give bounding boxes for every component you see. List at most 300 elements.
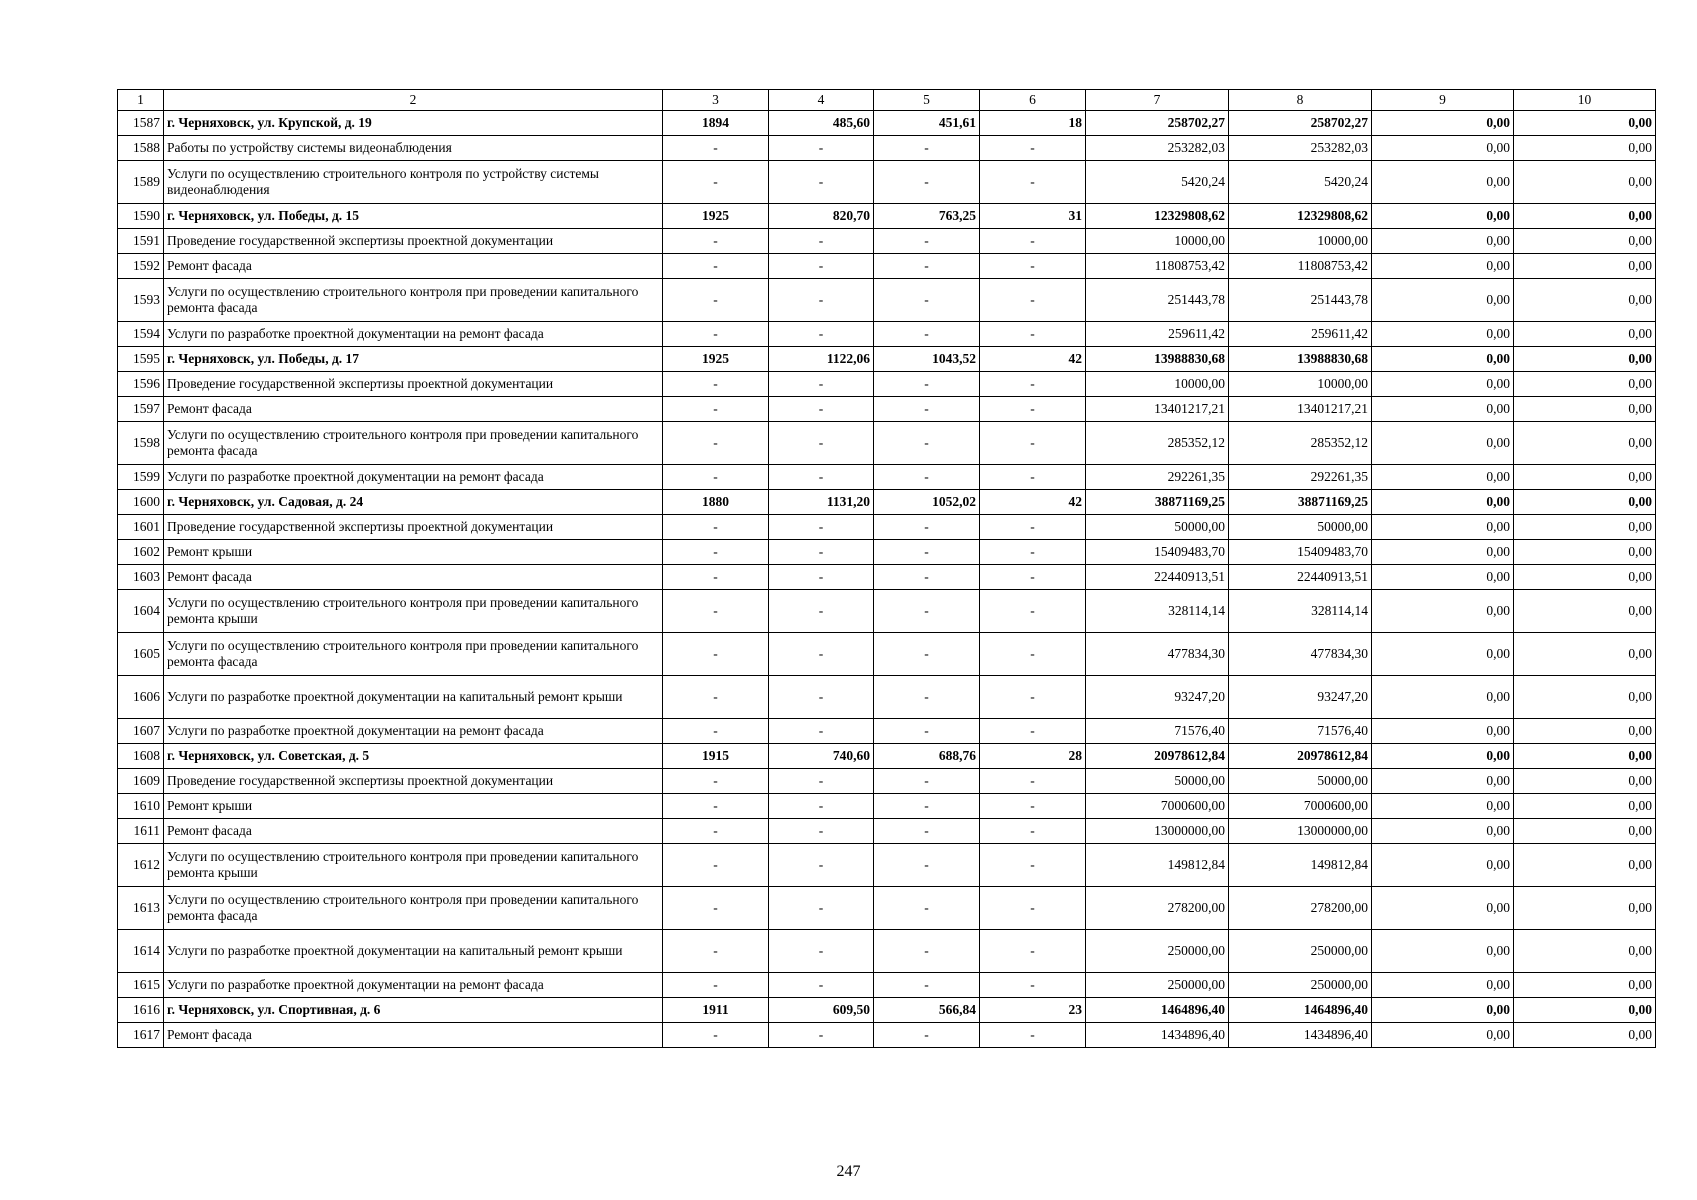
col-7-cell: 5420,24 <box>1086 161 1229 204</box>
col-4-cell: 609,50 <box>769 998 874 1023</box>
col-6-cell: - <box>980 565 1086 590</box>
col-3-cell: - <box>663 819 769 844</box>
col-5-cell: 1043,52 <box>874 347 980 372</box>
header-cell: 2 <box>164 90 663 111</box>
col-10-cell: 0,00 <box>1514 490 1656 515</box>
work-description-cell: Услуги по разработке проектной документации на ремонт фасада <box>164 973 663 998</box>
address-row <box>118 347 1656 372</box>
row-number-cell: 1606 <box>118 676 164 719</box>
col-6-cell: - <box>980 887 1086 930</box>
work-description-cell: Услуги по разработке проектной документации на ремонт фасада <box>164 465 663 490</box>
table-row <box>118 229 1656 254</box>
col-4-cell: - <box>769 819 874 844</box>
row-number-cell: 1616 <box>118 998 164 1023</box>
work-description-cell: Услуги по осуществлению строительного контроля по устройству системы видеонаблюдения <box>164 161 663 204</box>
col-6-cell: 31 <box>980 204 1086 229</box>
row-number-cell: 1592 <box>118 254 164 279</box>
work-description-cell: Проведение государственной экспертизы проектной документации <box>164 372 663 397</box>
col-3-cell: - <box>663 1023 769 1048</box>
col-3-cell: - <box>663 515 769 540</box>
table-row <box>118 769 1656 794</box>
table-row <box>118 930 1656 973</box>
row-number-cell: 1604 <box>118 590 164 633</box>
row-number-cell: 1597 <box>118 397 164 422</box>
col-3-cell: - <box>663 161 769 204</box>
col-4-cell: - <box>769 719 874 744</box>
work-description-cell: Проведение государственной экспертизы проектной документации <box>164 229 663 254</box>
header-cell: 6 <box>980 90 1086 111</box>
table-row <box>118 973 1656 998</box>
work-description-cell: Услуги по осуществлению строительного контроля при проведении капитального ремонта фасада <box>164 633 663 676</box>
col-6-cell: - <box>980 254 1086 279</box>
col-8-cell: 93247,20 <box>1229 676 1372 719</box>
col-8-cell: 258702,27 <box>1229 111 1372 136</box>
col-9-cell: 0,00 <box>1372 744 1514 769</box>
col-5-cell: - <box>874 819 980 844</box>
col-4-cell: - <box>769 769 874 794</box>
col-10-cell: 0,00 <box>1514 254 1656 279</box>
col-10-cell: 0,00 <box>1514 590 1656 633</box>
col-5-cell: - <box>874 422 980 465</box>
table-row <box>118 254 1656 279</box>
col-9-cell: 0,00 <box>1372 565 1514 590</box>
table-row <box>118 372 1656 397</box>
col-4-cell: - <box>769 161 874 204</box>
col-9-cell: 0,00 <box>1372 397 1514 422</box>
col-4-cell: - <box>769 322 874 347</box>
header-cell: 9 <box>1372 90 1514 111</box>
col-5-cell: 763,25 <box>874 204 980 229</box>
header-cell: 3 <box>663 90 769 111</box>
col-7-cell: 50000,00 <box>1086 769 1229 794</box>
col-6-cell: 42 <box>980 347 1086 372</box>
col-7-cell: 13988830,68 <box>1086 347 1229 372</box>
col-6-cell: - <box>980 930 1086 973</box>
col-10-cell: 0,00 <box>1514 111 1656 136</box>
col-9-cell: 0,00 <box>1372 930 1514 973</box>
col-3-cell: 1894 <box>663 111 769 136</box>
col-5-cell: - <box>874 540 980 565</box>
col-9-cell: 0,00 <box>1372 540 1514 565</box>
col-10-cell: 0,00 <box>1514 322 1656 347</box>
col-7-cell: 11808753,42 <box>1086 254 1229 279</box>
col-8-cell: 13401217,21 <box>1229 397 1372 422</box>
work-description-cell: Услуги по разработке проектной документации на ремонт фасада <box>164 322 663 347</box>
col-3-cell: - <box>663 229 769 254</box>
col-5-cell: 688,76 <box>874 744 980 769</box>
work-description-cell: Услуги по осуществлению строительного контроля при проведении капитального ремонта крыши <box>164 844 663 887</box>
col-10-cell: 0,00 <box>1514 719 1656 744</box>
col-10-cell: 0,00 <box>1514 372 1656 397</box>
col-7-cell: 22440913,51 <box>1086 565 1229 590</box>
col-3-cell: 1925 <box>663 204 769 229</box>
work-description-cell: Работы по устройству системы видеонаблюдения <box>164 136 663 161</box>
col-7-cell: 149812,84 <box>1086 844 1229 887</box>
col-9-cell: 0,00 <box>1372 998 1514 1023</box>
col-5-cell: - <box>874 322 980 347</box>
row-number-cell: 1598 <box>118 422 164 465</box>
col-10-cell: 0,00 <box>1514 422 1656 465</box>
col-7-cell: 1464896,40 <box>1086 998 1229 1023</box>
col-3-cell: 1911 <box>663 998 769 1023</box>
col-4-cell: 820,70 <box>769 204 874 229</box>
table-row <box>118 565 1656 590</box>
col-10-cell: 0,00 <box>1514 887 1656 930</box>
page-number: 247 <box>836 1163 861 1180</box>
row-number-cell: 1601 <box>118 515 164 540</box>
col-8-cell: 15409483,70 <box>1229 540 1372 565</box>
row-number-cell: 1611 <box>118 819 164 844</box>
col-8-cell: 250000,00 <box>1229 973 1372 998</box>
col-4-cell: - <box>769 229 874 254</box>
col-10-cell: 0,00 <box>1514 744 1656 769</box>
work-description-cell: Услуги по разработке проектной документации на ремонт фасада <box>164 719 663 744</box>
work-description-cell: Услуги по разработке проектной документации на капитальный ремонт крыши <box>164 930 663 973</box>
col-6-cell: - <box>980 465 1086 490</box>
col-4-cell: - <box>769 279 874 322</box>
table-row <box>118 794 1656 819</box>
col-7-cell: 253282,03 <box>1086 136 1229 161</box>
col-10-cell: 0,00 <box>1514 347 1656 372</box>
col-8-cell: 5420,24 <box>1229 161 1372 204</box>
row-number-cell: 1608 <box>118 744 164 769</box>
col-3-cell: 1915 <box>663 744 769 769</box>
col-6-cell: - <box>980 590 1086 633</box>
row-number-cell: 1605 <box>118 633 164 676</box>
col-4-cell: - <box>769 1023 874 1048</box>
col-8-cell: 22440913,51 <box>1229 565 1372 590</box>
col-7-cell: 13000000,00 <box>1086 819 1229 844</box>
col-5-cell: - <box>874 633 980 676</box>
col-9-cell: 0,00 <box>1372 136 1514 161</box>
table-row <box>118 465 1656 490</box>
col-9-cell: 0,00 <box>1372 465 1514 490</box>
work-description-cell: г. Черняховск, ул. Крупской, д. 19 <box>164 111 663 136</box>
col-4-cell: - <box>769 422 874 465</box>
col-5-cell: - <box>874 465 980 490</box>
col-9-cell: 0,00 <box>1372 633 1514 676</box>
col-6-cell: - <box>980 769 1086 794</box>
col-6-cell: - <box>980 397 1086 422</box>
col-6-cell: - <box>980 676 1086 719</box>
row-number-cell: 1615 <box>118 973 164 998</box>
row-number-cell: 1589 <box>118 161 164 204</box>
col-8-cell: 1434896,40 <box>1229 1023 1372 1048</box>
col-5-cell: - <box>874 254 980 279</box>
row-number-cell: 1610 <box>118 794 164 819</box>
col-8-cell: 7000600,00 <box>1229 794 1372 819</box>
col-9-cell: 0,00 <box>1372 590 1514 633</box>
col-9-cell: 0,00 <box>1372 279 1514 322</box>
address-row <box>118 111 1656 136</box>
col-10-cell: 0,00 <box>1514 844 1656 887</box>
col-10-cell: 0,00 <box>1514 397 1656 422</box>
col-8-cell: 12329808,62 <box>1229 204 1372 229</box>
col-3-cell: - <box>663 372 769 397</box>
table-row <box>118 279 1656 322</box>
work-description-cell: Услуги по осуществлению строительного контроля при проведении капитального ремонта фасада <box>164 279 663 322</box>
col-4-cell: - <box>769 973 874 998</box>
col-7-cell: 258702,27 <box>1086 111 1229 136</box>
table-row <box>118 819 1656 844</box>
col-5-cell: - <box>874 161 980 204</box>
col-9-cell: 0,00 <box>1372 254 1514 279</box>
work-description-cell: Ремонт фасада <box>164 1023 663 1048</box>
table-row <box>118 887 1656 930</box>
col-5-cell: - <box>874 515 980 540</box>
col-5-cell: 451,61 <box>874 111 980 136</box>
col-6-cell: - <box>980 322 1086 347</box>
col-4-cell: - <box>769 136 874 161</box>
works-table <box>117 89 1656 1048</box>
row-number-cell: 1617 <box>118 1023 164 1048</box>
col-8-cell: 50000,00 <box>1229 769 1372 794</box>
row-number-cell: 1591 <box>118 229 164 254</box>
work-description-cell: г. Черняховск, ул. Садовая, д. 24 <box>164 490 663 515</box>
col-6-cell: - <box>980 229 1086 254</box>
col-9-cell: 0,00 <box>1372 676 1514 719</box>
col-4-cell: - <box>769 844 874 887</box>
col-9-cell: 0,00 <box>1372 973 1514 998</box>
col-10-cell: 0,00 <box>1514 465 1656 490</box>
col-7-cell: 15409483,70 <box>1086 540 1229 565</box>
work-description-cell: г. Черняховск, ул. Победы, д. 15 <box>164 204 663 229</box>
col-7-cell: 7000600,00 <box>1086 794 1229 819</box>
col-8-cell: 253282,03 <box>1229 136 1372 161</box>
col-7-cell: 477834,30 <box>1086 633 1229 676</box>
col-9-cell: 0,00 <box>1372 769 1514 794</box>
col-7-cell: 38871169,25 <box>1086 490 1229 515</box>
work-description-cell: Ремонт фасада <box>164 254 663 279</box>
col-7-cell: 250000,00 <box>1086 973 1229 998</box>
col-4-cell: - <box>769 254 874 279</box>
col-6-cell: - <box>980 844 1086 887</box>
col-5-cell: - <box>874 229 980 254</box>
col-10-cell: 0,00 <box>1514 279 1656 322</box>
col-6-cell: - <box>980 540 1086 565</box>
col-10-cell: 0,00 <box>1514 229 1656 254</box>
col-9-cell: 0,00 <box>1372 204 1514 229</box>
row-number-cell: 1609 <box>118 769 164 794</box>
table-body <box>118 111 1656 1048</box>
col-4-cell: - <box>769 930 874 973</box>
col-8-cell: 50000,00 <box>1229 515 1372 540</box>
col-7-cell: 251443,78 <box>1086 279 1229 322</box>
col-8-cell: 1464896,40 <box>1229 998 1372 1023</box>
col-5-cell: - <box>874 397 980 422</box>
row-number-cell: 1602 <box>118 540 164 565</box>
address-row <box>118 998 1656 1023</box>
col-3-cell: - <box>663 887 769 930</box>
col-8-cell: 251443,78 <box>1229 279 1372 322</box>
col-9-cell: 0,00 <box>1372 1023 1514 1048</box>
col-5-cell: - <box>874 565 980 590</box>
col-10-cell: 0,00 <box>1514 819 1656 844</box>
col-5-cell: 1052,02 <box>874 490 980 515</box>
col-5-cell: - <box>874 794 980 819</box>
col-8-cell: 285352,12 <box>1229 422 1372 465</box>
col-5-cell: - <box>874 136 980 161</box>
col-8-cell: 259611,42 <box>1229 322 1372 347</box>
col-3-cell: 1880 <box>663 490 769 515</box>
col-8-cell: 13988830,68 <box>1229 347 1372 372</box>
row-number-cell: 1595 <box>118 347 164 372</box>
col-4-cell: - <box>769 515 874 540</box>
col-6-cell: 18 <box>980 111 1086 136</box>
table-row <box>118 136 1656 161</box>
col-5-cell: - <box>874 719 980 744</box>
work-description-cell: Ремонт крыши <box>164 540 663 565</box>
table-row <box>118 540 1656 565</box>
row-number-cell: 1613 <box>118 887 164 930</box>
col-6-cell: - <box>980 279 1086 322</box>
row-number-cell: 1593 <box>118 279 164 322</box>
col-10-cell: 0,00 <box>1514 515 1656 540</box>
col-3-cell: - <box>663 844 769 887</box>
row-number-cell: 1590 <box>118 204 164 229</box>
work-description-cell: Ремонт фасада <box>164 819 663 844</box>
table-row <box>118 397 1656 422</box>
col-7-cell: 20978612,84 <box>1086 744 1229 769</box>
col-3-cell: 1925 <box>663 347 769 372</box>
row-number-cell: 1588 <box>118 136 164 161</box>
col-7-cell: 292261,35 <box>1086 465 1229 490</box>
work-description-cell: Услуги по осуществлению строительного контроля при проведении капитального ремонта крыши <box>164 590 663 633</box>
work-description-cell: Услуги по осуществлению строительного контроля при проведении капитального ремонта фасада <box>164 422 663 465</box>
table-row <box>118 633 1656 676</box>
col-5-cell: - <box>874 1023 980 1048</box>
col-5-cell: - <box>874 372 980 397</box>
col-7-cell: 12329808,62 <box>1086 204 1229 229</box>
col-4-cell: 1122,06 <box>769 347 874 372</box>
col-10-cell: 0,00 <box>1514 676 1656 719</box>
col-4-cell: - <box>769 540 874 565</box>
address-row <box>118 204 1656 229</box>
col-7-cell: 93247,20 <box>1086 676 1229 719</box>
col-8-cell: 10000,00 <box>1229 372 1372 397</box>
col-4-cell: - <box>769 565 874 590</box>
work-description-cell: Проведение государственной экспертизы проектной документации <box>164 769 663 794</box>
col-3-cell: - <box>663 136 769 161</box>
col-4-cell: - <box>769 887 874 930</box>
col-5-cell: 566,84 <box>874 998 980 1023</box>
col-10-cell: 0,00 <box>1514 1023 1656 1048</box>
col-10-cell: 0,00 <box>1514 973 1656 998</box>
col-8-cell: 477834,30 <box>1229 633 1372 676</box>
col-8-cell: 11808753,42 <box>1229 254 1372 279</box>
col-10-cell: 0,00 <box>1514 633 1656 676</box>
col-4-cell: - <box>769 465 874 490</box>
col-6-cell: - <box>980 719 1086 744</box>
col-9-cell: 0,00 <box>1372 322 1514 347</box>
row-number-cell: 1614 <box>118 930 164 973</box>
col-9-cell: 0,00 <box>1372 844 1514 887</box>
col-10-cell: 0,00 <box>1514 930 1656 973</box>
row-number-cell: 1596 <box>118 372 164 397</box>
col-5-cell: - <box>874 844 980 887</box>
col-8-cell: 38871169,25 <box>1229 490 1372 515</box>
header-cell: 4 <box>769 90 874 111</box>
col-4-cell: - <box>769 590 874 633</box>
header-cell: 10 <box>1514 90 1656 111</box>
col-4-cell: - <box>769 633 874 676</box>
col-10-cell: 0,00 <box>1514 136 1656 161</box>
work-description-cell: Проведение государственной экспертизы проектной документации <box>164 515 663 540</box>
document-table-container <box>117 89 1655 1048</box>
col-9-cell: 0,00 <box>1372 719 1514 744</box>
col-9-cell: 0,00 <box>1372 372 1514 397</box>
work-description-cell: г. Черняховск, ул. Спортивная, д. 6 <box>164 998 663 1023</box>
col-5-cell: - <box>874 930 980 973</box>
col-8-cell: 13000000,00 <box>1229 819 1372 844</box>
col-8-cell: 10000,00 <box>1229 229 1372 254</box>
col-7-cell: 278200,00 <box>1086 887 1229 930</box>
col-6-cell: - <box>980 794 1086 819</box>
col-5-cell: - <box>874 769 980 794</box>
col-8-cell: 328114,14 <box>1229 590 1372 633</box>
row-number-cell: 1587 <box>118 111 164 136</box>
col-3-cell: - <box>663 254 769 279</box>
col-10-cell: 0,00 <box>1514 204 1656 229</box>
col-6-cell: 42 <box>980 490 1086 515</box>
col-6-cell: - <box>980 633 1086 676</box>
col-7-cell: 285352,12 <box>1086 422 1229 465</box>
col-10-cell: 0,00 <box>1514 769 1656 794</box>
col-3-cell: - <box>663 973 769 998</box>
col-6-cell: - <box>980 372 1086 397</box>
column-number-header-row <box>118 90 1656 111</box>
col-8-cell: 250000,00 <box>1229 930 1372 973</box>
col-8-cell: 71576,40 <box>1229 719 1372 744</box>
table-row <box>118 676 1656 719</box>
address-row <box>118 744 1656 769</box>
row-number-cell: 1599 <box>118 465 164 490</box>
row-number-cell: 1612 <box>118 844 164 887</box>
col-3-cell: - <box>663 719 769 744</box>
table-row <box>118 844 1656 887</box>
table-row <box>118 515 1656 540</box>
header-cell: 1 <box>118 90 164 111</box>
col-7-cell: 259611,42 <box>1086 322 1229 347</box>
col-7-cell: 71576,40 <box>1086 719 1229 744</box>
col-4-cell: - <box>769 372 874 397</box>
table-row <box>118 1023 1656 1048</box>
col-4-cell: 485,60 <box>769 111 874 136</box>
col-4-cell: - <box>769 676 874 719</box>
col-7-cell: 13401217,21 <box>1086 397 1229 422</box>
address-row <box>118 490 1656 515</box>
col-3-cell: - <box>663 279 769 322</box>
col-7-cell: 50000,00 <box>1086 515 1229 540</box>
work-description-cell: Ремонт фасада <box>164 565 663 590</box>
col-10-cell: 0,00 <box>1514 565 1656 590</box>
col-3-cell: - <box>663 540 769 565</box>
table-row <box>118 590 1656 633</box>
col-3-cell: - <box>663 633 769 676</box>
col-5-cell: - <box>874 887 980 930</box>
col-10-cell: 0,00 <box>1514 998 1656 1023</box>
col-10-cell: 0,00 <box>1514 540 1656 565</box>
table-row <box>118 719 1656 744</box>
col-9-cell: 0,00 <box>1372 422 1514 465</box>
col-3-cell: - <box>663 397 769 422</box>
col-5-cell: - <box>874 973 980 998</box>
col-7-cell: 328114,14 <box>1086 590 1229 633</box>
col-6-cell: - <box>980 973 1086 998</box>
col-5-cell: - <box>874 590 980 633</box>
col-6-cell: - <box>980 161 1086 204</box>
col-4-cell: 740,60 <box>769 744 874 769</box>
